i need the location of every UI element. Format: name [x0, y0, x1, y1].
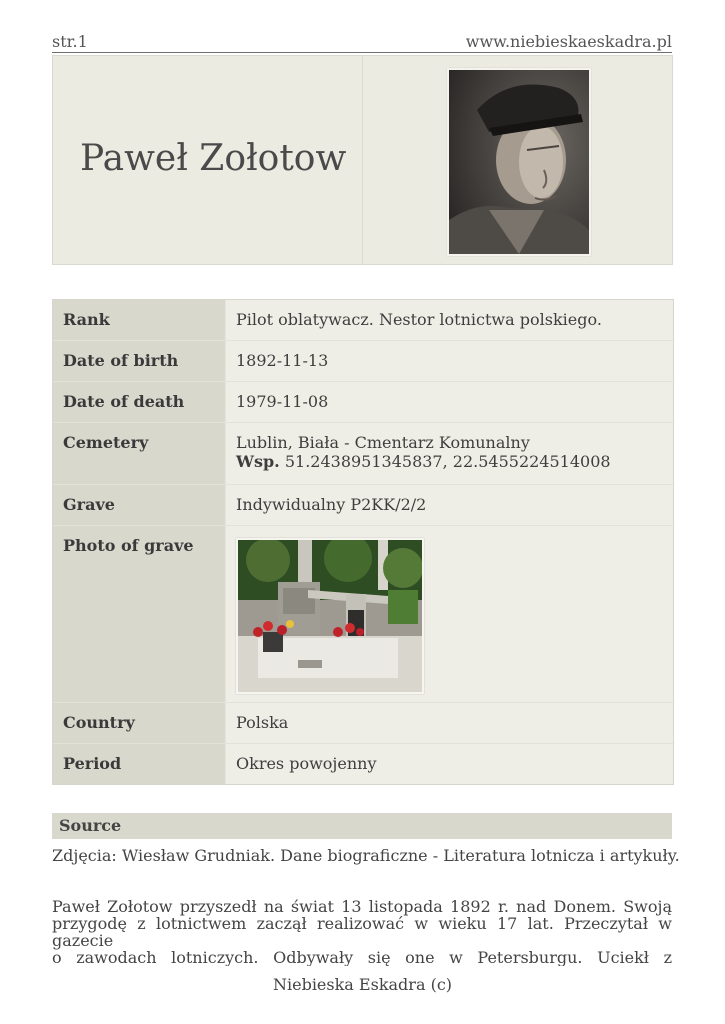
row-label: Period — [53, 744, 226, 784]
row-label: Date of death — [53, 382, 226, 422]
row-label: Photo of grave — [53, 526, 226, 702]
row-label: Rank — [53, 300, 226, 340]
bio-line: Paweł Zołotow przyszedł na świat 13 listopada 1892 r. nad Donem. Swoją — [52, 898, 672, 916]
info-row-rank — [53, 300, 673, 341]
row-value: Okres powojenny — [226, 744, 673, 784]
info-row-country — [53, 703, 673, 744]
row-value: Polska — [226, 703, 673, 743]
grave-photo[interactable] — [236, 538, 424, 694]
header-divider — [362, 56, 363, 264]
cemetery-coordinates — [236, 452, 663, 471]
info-row-grave — [53, 485, 673, 526]
info-row-grave-photo — [53, 526, 673, 703]
info-row-period — [53, 744, 673, 784]
row-label: Date of birth — [53, 341, 226, 381]
row-label: Grave — [53, 485, 226, 525]
page-number: str.1 — [52, 32, 88, 51]
row-label: Cemetery — [53, 423, 226, 484]
row-value: Pilot oblatywacz. Nestor lotnictwa polskiego. — [226, 300, 673, 340]
info-row-death — [53, 382, 673, 423]
row-value: Indywidualny P2KK/2/2 — [226, 485, 673, 525]
row-value — [226, 526, 673, 702]
info-table — [52, 299, 674, 785]
coords-value: 51.2438951345837, 22.5455224514008 — [284, 452, 611, 471]
source-heading: Source — [59, 816, 122, 835]
info-row-cemetery — [53, 423, 673, 485]
portrait-photo — [447, 68, 591, 256]
person-name: Paweł Zołotow — [80, 138, 347, 179]
row-value: 1979-11-08 — [226, 382, 673, 422]
row-value: 1892-11-13 — [226, 341, 673, 381]
biography — [52, 898, 672, 966]
row-value — [226, 423, 673, 484]
grave-image — [238, 540, 422, 692]
person-header — [52, 55, 673, 265]
bio-line: o zawodach lotniczych. Odbywały się one w Petersburgu. Uciekł z — [52, 948, 672, 966]
source-text: Zdjęcia: Wiesław Grudniak. Dane biograficzne - Literatura lotnicza i artykuły. — [52, 846, 680, 865]
coords-label: Wsp. — [236, 452, 280, 471]
site-url-link[interactable]: www.niebieskaeskadra.pl — [465, 32, 672, 51]
footer-copyright: Niebieska Eskadra (c) — [272, 975, 453, 994]
source-heading-bar — [52, 813, 672, 839]
bio-line: przygodę z lotnictwem zaczął realizować w wieku 17 lat. Przeczytał w gazecie — [52, 914, 672, 950]
page-header — [52, 32, 672, 53]
cemetery-name: Lublin, Biała - Cmentarz Komunalny — [236, 433, 530, 452]
portrait-image — [449, 70, 589, 254]
row-label: Country — [53, 703, 226, 743]
info-row-birth — [53, 341, 673, 382]
